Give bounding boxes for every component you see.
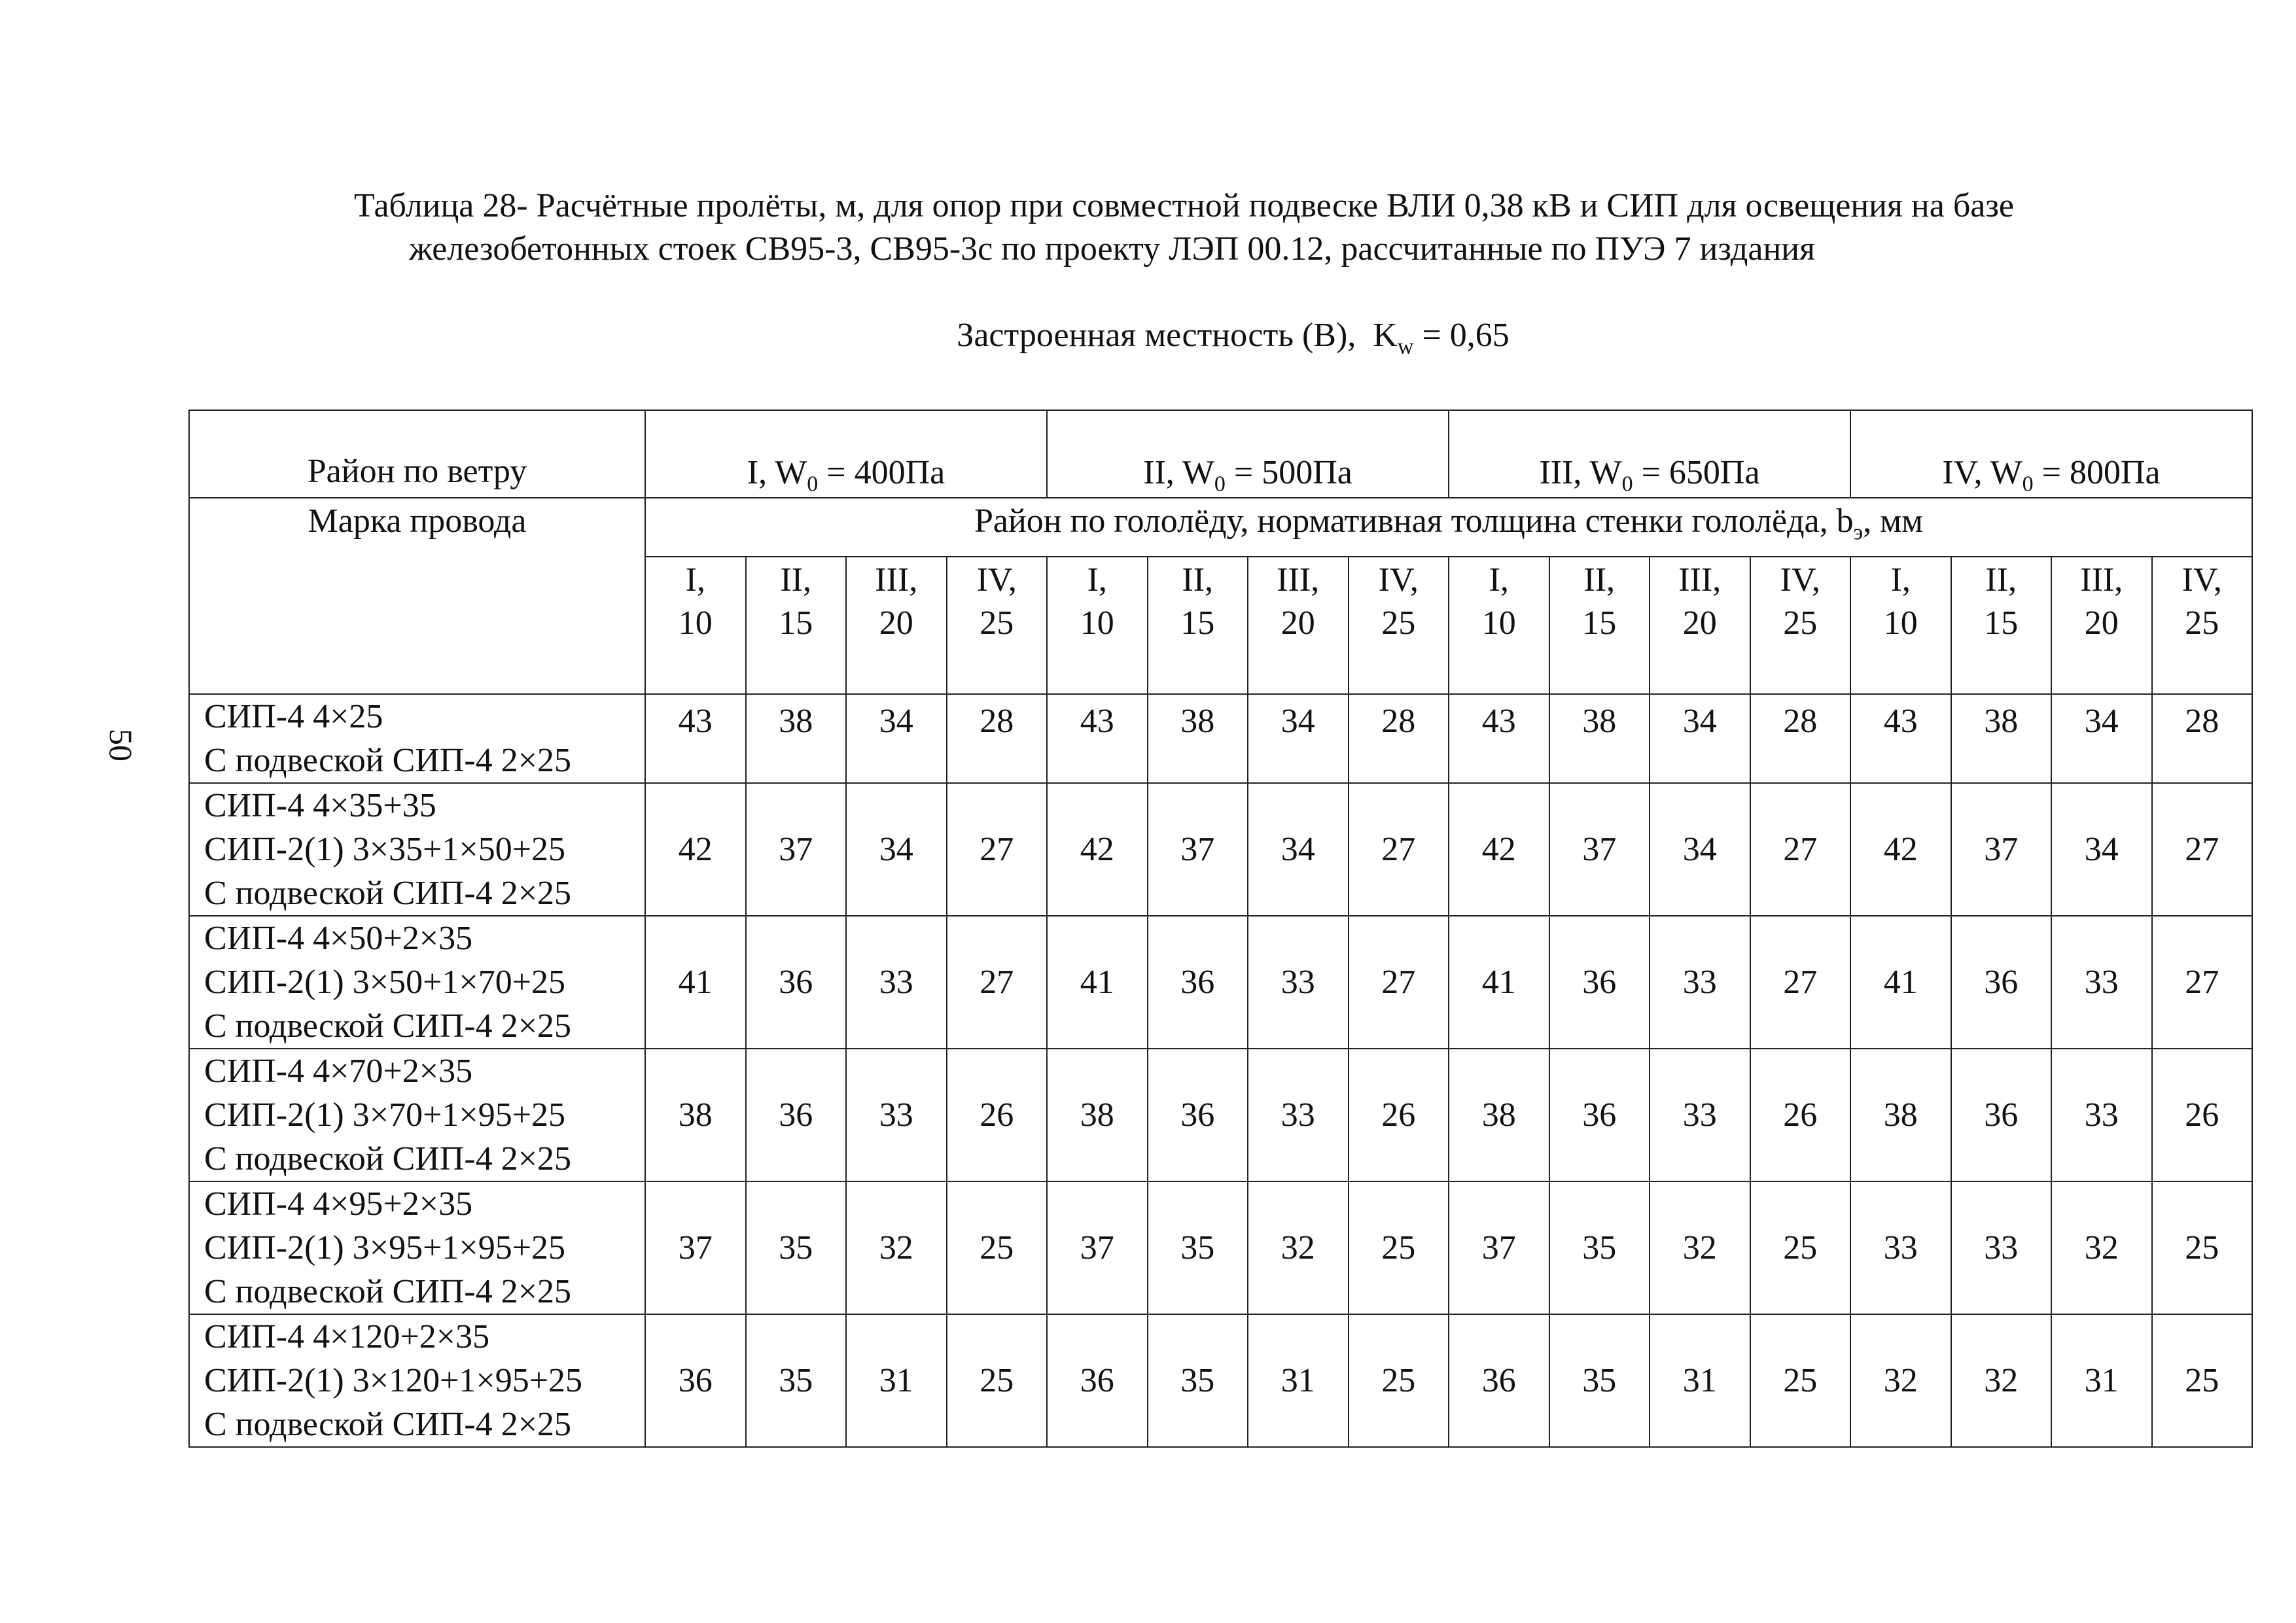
span-value-cell: 38 — [1449, 1049, 1549, 1181]
span-value-cell: 43 — [1850, 694, 1951, 783]
span-value-cell: 43 — [1449, 694, 1549, 783]
span-value-cell: 26 — [947, 1049, 1048, 1181]
wind-zone-pressure: = 800Па — [2033, 454, 2161, 491]
ice-thickness: 15 — [1582, 604, 1617, 642]
span-value-cell: 35 — [1148, 1181, 1248, 1314]
table-caption-line-1: Таблица 28- Расчётные пролёты, м, для опор при совместной подвеске ВЛИ 0,38 кВ и СИП для освещения на базе — [353, 187, 2014, 224]
span-value-cell: 34 — [846, 694, 947, 783]
span-value-cell: 25 — [1349, 1181, 1449, 1314]
span-value-cell: 43 — [1047, 694, 1148, 783]
wire-mark-line: С подвеской СИП-4 2×25 — [204, 742, 572, 779]
ice-zone-label: I, — [1489, 561, 1509, 599]
wind-zone-4 — [1850, 410, 2252, 498]
wire-mark-cell — [189, 783, 645, 916]
span-value-cell: 32 — [1650, 1181, 1750, 1314]
wind-zone-pressure: = 400Па — [818, 454, 945, 491]
span-value-cell: 28 — [1349, 694, 1449, 783]
ice-zone-cell — [1449, 557, 1549, 694]
ice-zone-label: II, — [1985, 561, 2017, 599]
ice-zone-label: III, — [1277, 561, 1320, 599]
ice-zone-label: II, — [1583, 561, 1616, 599]
wind-zone-pressure: = 500Па — [1225, 454, 1352, 491]
wire-mark-line: СИП-2(1) 3×95+1×95+25 — [204, 1229, 566, 1266]
span-value-cell: 42 — [1047, 783, 1148, 916]
span-value-cell: 28 — [2152, 694, 2253, 783]
ice-zone-cell — [1047, 557, 1148, 694]
wire-mark-line: СИП-4 4×95+2×35 — [204, 1185, 473, 1223]
span-value-cell: 31 — [1248, 1314, 1349, 1447]
ice-zone-label: I, — [685, 561, 705, 599]
ice-zone-label: III, — [875, 561, 918, 599]
ice-thickness: 25 — [2185, 604, 2219, 642]
wire-mark-line: СИП-2(1) 3×120+1×95+25 — [204, 1362, 583, 1399]
wire-mark-line: СИП-4 4×120+2×35 — [204, 1318, 490, 1355]
span-value-cell: 36 — [746, 1049, 847, 1181]
ice-zone-cell — [1248, 557, 1349, 694]
span-value-cell: 27 — [1750, 783, 1851, 916]
ice-zone-label: IV, — [2181, 561, 2222, 599]
span-value-cell: 34 — [1248, 694, 1349, 783]
ice-thickness: 10 — [1883, 604, 1918, 642]
span-value-cell: 36 — [1549, 1049, 1650, 1181]
terrain-subtitle-text: Застроенная местность (В), K — [957, 317, 1398, 354]
span-value-cell: 34 — [846, 783, 947, 916]
ice-zone-cell — [2051, 557, 2152, 694]
wire-mark-line: СИП-4 4×35+35 — [204, 787, 436, 824]
span-value-cell: 33 — [2051, 916, 2152, 1049]
ice-thickness: 15 — [779, 604, 813, 642]
wind-zone-1 — [645, 410, 1047, 498]
span-value-cell: 38 — [1549, 694, 1650, 783]
span-value-cell: 34 — [1650, 694, 1750, 783]
table-row — [189, 694, 2252, 783]
wind-zone-sub: 0 — [807, 472, 819, 497]
ice-zone-label: IV, — [976, 561, 1017, 599]
span-value-cell: 42 — [1449, 783, 1549, 916]
span-value-cell: 25 — [2152, 1181, 2253, 1314]
span-value-cell: 31 — [2051, 1314, 2152, 1447]
span-value-cell: 38 — [1047, 1049, 1148, 1181]
span-value-cell: 36 — [1047, 1314, 1148, 1447]
wire-mark-cell — [189, 694, 645, 783]
span-value-cell: 33 — [1951, 1181, 2052, 1314]
ice-zone-label: IV, — [1780, 561, 1820, 599]
span-value-cell: 25 — [1349, 1314, 1449, 1447]
wire-mark-line: СИП-2(1) 3×50+1×70+25 — [204, 964, 566, 1001]
span-value-cell: 26 — [1750, 1049, 1851, 1181]
wind-zone-sub: 0 — [1621, 472, 1633, 497]
ice-zone-cell — [1349, 557, 1449, 694]
ice-thickness: 10 — [678, 604, 713, 642]
ice-region-header — [645, 498, 2252, 557]
wire-mark-cell — [189, 1181, 645, 1314]
ice-thickness: 20 — [2084, 604, 2119, 642]
wind-zone-pressure: = 650Па — [1633, 454, 1760, 491]
span-value-cell: 33 — [1850, 1181, 1951, 1314]
ice-zone-cell — [1750, 557, 1851, 694]
span-value-cell: 36 — [1951, 916, 2052, 1049]
span-table — [188, 410, 2253, 1448]
ice-zone-label: I, — [1890, 561, 1911, 599]
span-value-cell: 38 — [1148, 694, 1248, 783]
wind-zone-label: III, W — [1539, 454, 1622, 491]
span-value-cell: 38 — [645, 1049, 746, 1181]
ice-thickness: 25 — [1783, 604, 1818, 642]
ice-zone-label: I, — [1087, 561, 1107, 599]
wind-zone-2 — [1047, 410, 1449, 498]
span-value-cell: 37 — [1047, 1181, 1148, 1314]
span-value-cell: 25 — [1750, 1314, 1851, 1447]
span-value-cell: 27 — [947, 783, 1048, 916]
span-value-cell: 41 — [1449, 916, 1549, 1049]
span-value-cell: 34 — [2051, 694, 2152, 783]
ice-zone-cell — [746, 557, 847, 694]
span-value-cell: 28 — [947, 694, 1048, 783]
table-row — [189, 1181, 2252, 1314]
wind-zone-label: I, W — [747, 454, 807, 491]
wind-zone-label: II, W — [1143, 454, 1214, 491]
span-value-cell: 33 — [2051, 1049, 2152, 1181]
wire-mark-line: С подвеской СИП-4 2×25 — [204, 875, 572, 912]
span-value-cell: 36 — [1951, 1049, 2052, 1181]
ice-thickness: 20 — [1682, 604, 1717, 642]
ice-header-sub: э — [1853, 520, 1863, 545]
span-value-cell: 33 — [1650, 1049, 1750, 1181]
span-value-cell: 27 — [1349, 783, 1449, 916]
wind-region-header: Район по ветру — [189, 410, 645, 498]
span-value-cell: 37 — [1148, 783, 1248, 916]
span-value-cell: 27 — [2152, 916, 2253, 1049]
span-value-cell: 34 — [1248, 783, 1349, 916]
table-row — [189, 783, 2252, 916]
terrain-subtitle-sub: w — [1397, 334, 1414, 359]
wire-mark-line: С подвеской СИП-4 2×25 — [204, 1140, 572, 1178]
ice-zone-cell — [846, 557, 947, 694]
ice-thickness: 15 — [1984, 604, 2019, 642]
span-value-cell: 35 — [746, 1181, 847, 1314]
ice-thickness: 10 — [1481, 604, 1516, 642]
ice-thickness: 20 — [879, 604, 913, 642]
ice-zone-cell — [2152, 557, 2253, 694]
wire-mark-line: СИП-4 4×25 — [204, 698, 383, 735]
span-value-cell: 35 — [746, 1314, 847, 1447]
span-value-cell: 37 — [746, 783, 847, 916]
wind-zone-3 — [1449, 410, 1850, 498]
span-value-cell: 34 — [2051, 783, 2152, 916]
span-value-cell: 25 — [2152, 1314, 2253, 1447]
span-value-cell: 36 — [1148, 1049, 1248, 1181]
span-value-cell: 32 — [1248, 1181, 1349, 1314]
span-value-cell: 36 — [1549, 916, 1650, 1049]
span-value-cell: 33 — [846, 916, 947, 1049]
span-value-cell: 32 — [2051, 1181, 2152, 1314]
wire-mark-cell — [189, 1314, 645, 1447]
span-value-cell: 27 — [1750, 916, 1851, 1049]
span-value-cell: 36 — [1148, 916, 1248, 1049]
span-value-cell: 26 — [2152, 1049, 2253, 1181]
wire-mark-line: СИП-2(1) 3×70+1×95+25 — [204, 1096, 566, 1134]
span-value-cell: 35 — [1148, 1314, 1248, 1447]
wind-zone-sub: 0 — [1214, 472, 1226, 497]
span-value-cell: 41 — [1850, 916, 1951, 1049]
ice-zone-label: II, — [1182, 561, 1214, 599]
span-value-cell: 32 — [1951, 1314, 2052, 1447]
span-value-cell: 38 — [1951, 694, 2052, 783]
ice-zone-cell — [947, 557, 1048, 694]
span-value-cell: 37 — [1449, 1181, 1549, 1314]
span-value-cell: 42 — [645, 783, 746, 916]
ice-thickness: 25 — [980, 604, 1014, 642]
wind-zone-sub: 0 — [2022, 472, 2034, 497]
ice-header-text: Район по гололёду, нормативная толщина стенки гололёда, b — [974, 502, 1854, 540]
wire-mark-cell — [189, 1049, 645, 1181]
span-value-cell: 35 — [1549, 1181, 1650, 1314]
span-value-cell: 35 — [1549, 1314, 1650, 1447]
span-value-cell: 27 — [947, 916, 1048, 1049]
ice-header-row — [189, 498, 2252, 557]
wire-mark-line: С подвеской СИП-4 2×25 — [204, 1007, 572, 1045]
wire-mark-line: С подвеской СИП-4 2×25 — [204, 1406, 572, 1443]
span-value-cell: 33 — [1248, 1049, 1349, 1181]
ice-zone-cell — [1650, 557, 1750, 694]
span-value-cell: 33 — [1248, 916, 1349, 1049]
page-number: 50 — [103, 729, 139, 761]
ice-zone-cell — [645, 557, 746, 694]
ice-zone-label: II, — [780, 561, 812, 599]
span-value-cell: 32 — [846, 1181, 947, 1314]
ice-zone-cell — [1148, 557, 1248, 694]
wire-mark-cell — [189, 916, 645, 1049]
table-caption-line-2: железобетонных стоек СВ95-3, СВ95-3с по проекту ЛЭП 00.12, рассчитанные по ПУЭ 7 издания — [408, 230, 1816, 268]
span-value-cell: 25 — [1750, 1181, 1851, 1314]
span-value-cell: 33 — [846, 1049, 947, 1181]
span-value-cell: 36 — [746, 916, 847, 1049]
ice-zone-label: IV, — [1378, 561, 1419, 599]
span-value-cell: 31 — [846, 1314, 947, 1447]
wind-zone-label: IV, W — [1942, 454, 2022, 491]
span-value-cell: 41 — [1047, 916, 1148, 1049]
span-value-cell: 26 — [1349, 1049, 1449, 1181]
table-row — [189, 1314, 2252, 1447]
span-value-cell: 27 — [2152, 783, 2253, 916]
span-value-cell: 38 — [746, 694, 847, 783]
wire-mark-line: СИП-4 4×70+2×35 — [204, 1053, 473, 1090]
span-value-cell: 27 — [1349, 916, 1449, 1049]
ice-zone-cell — [1850, 557, 1951, 694]
span-value-cell: 36 — [1449, 1314, 1549, 1447]
span-value-cell: 37 — [1951, 783, 2052, 916]
ice-thickness: 15 — [1180, 604, 1215, 642]
ice-zone-cell — [1951, 557, 2052, 694]
wire-mark-header: Марка провода — [189, 498, 645, 694]
ice-zone-label: III, — [1678, 561, 1722, 599]
span-value-cell: 33 — [1650, 916, 1750, 1049]
span-value-cell: 41 — [645, 916, 746, 1049]
span-value-cell: 36 — [645, 1314, 746, 1447]
span-value-cell: 25 — [947, 1181, 1048, 1314]
wire-mark-line: СИП-2(1) 3×35+1×50+25 — [204, 831, 566, 868]
span-value-cell: 38 — [1850, 1049, 1951, 1181]
span-value-cell: 25 — [947, 1314, 1048, 1447]
span-value-cell: 37 — [645, 1181, 746, 1314]
ice-header-tail: , мм — [1863, 502, 1924, 540]
wire-mark-line: СИП-4 4×50+2×35 — [204, 920, 473, 957]
terrain-subtitle-tail: = 0,65 — [1413, 317, 1510, 354]
ice-thickness: 20 — [1280, 604, 1315, 642]
span-value-cell: 37 — [1549, 783, 1650, 916]
ice-thickness: 25 — [1381, 604, 1416, 642]
span-value-cell: 32 — [1850, 1314, 1951, 1447]
span-value-cell: 34 — [1650, 783, 1750, 916]
wind-header-row — [189, 410, 2252, 498]
wire-mark-line: С подвеской СИП-4 2×25 — [204, 1273, 572, 1310]
ice-zone-cell — [1549, 557, 1650, 694]
span-value-cell: 31 — [1650, 1314, 1750, 1447]
table-row — [189, 1049, 2252, 1181]
table-row — [189, 916, 2252, 1049]
terrain-subtitle — [85, 314, 2296, 357]
ice-zone-label: III, — [2080, 561, 2123, 599]
span-value-cell: 42 — [1850, 783, 1951, 916]
span-value-cell: 28 — [1750, 694, 1851, 783]
span-value-cell: 43 — [645, 694, 746, 783]
ice-thickness: 10 — [1080, 604, 1114, 642]
